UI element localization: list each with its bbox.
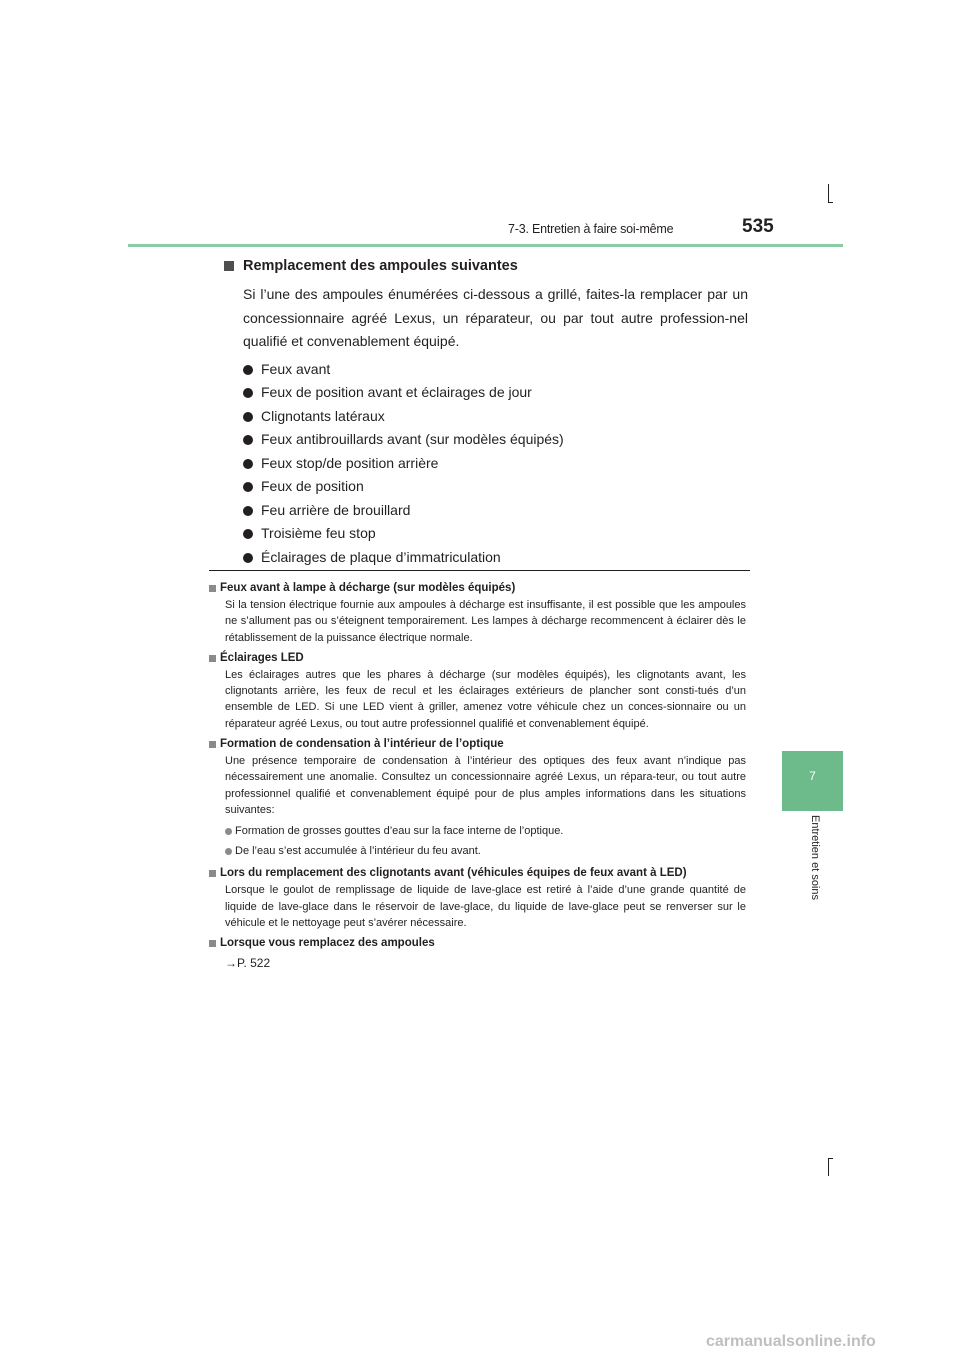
note-heading: Lors du remplacement des clignotants avant (véhicules équipes de feux avant à LED) xyxy=(209,865,746,882)
note-condensation xyxy=(209,736,746,861)
list-item: Feux avant xyxy=(243,358,748,382)
note-heading: Formation de condensation à l’intérieur de l’optique xyxy=(209,736,746,753)
square-bullet-icon xyxy=(209,870,216,877)
list-item: De l’eau s’est accumulée à l’intérieur du feu avant. xyxy=(225,841,746,861)
bullet-dot-icon xyxy=(243,506,253,516)
watermark: carmanualsonline.info xyxy=(706,1333,876,1350)
crop-mark-top xyxy=(828,184,829,202)
bullet-dot-icon xyxy=(243,388,253,398)
list-item: Formation de grosses gouttes d’eau sur la face interne de l’optique. xyxy=(225,821,746,841)
list-item: Troisième feu stop xyxy=(243,522,748,546)
bulb-list xyxy=(243,358,748,570)
list-item: Éclairages de plaque d’immatriculation xyxy=(243,546,748,570)
square-bullet-icon xyxy=(209,940,216,947)
bullet-dot-icon xyxy=(243,412,253,422)
bullet-dot-icon xyxy=(243,553,253,563)
list-item: Feu arrière de brouillard xyxy=(243,499,748,523)
main-section xyxy=(224,256,748,569)
crop-mark-bottom-foot xyxy=(828,1158,833,1159)
note-heading: Feux avant à lampe à décharge (sur modèles équipés) xyxy=(209,580,746,597)
square-bullet-icon xyxy=(209,585,216,592)
section-title: 7-3. Entretien à faire soi-même xyxy=(508,222,674,236)
crop-mark-top-foot xyxy=(828,202,833,203)
square-bullet-icon xyxy=(209,741,216,748)
list-item: Feux de position avant et éclairages de jour xyxy=(243,381,748,405)
list-item: Clignotants latéraux xyxy=(243,405,748,429)
note-replacing-bulbs xyxy=(209,935,746,973)
note-text: Les éclairages autres que les phares à décharge (sur modèles équipés), les clignotants avant, les clignotants arrière, les feux de recul et les éclairages extérieurs de plancher sont consti-tués d’un ensemble de LED. Si une LED vient à griller, amenez votre véhicule chez un conces-sionnaire ou un réparateur agréé Lexus, ou tout autre professionnel qualifié et convenablement équipé. xyxy=(225,668,746,730)
list-item: Feux stop/de position arrière xyxy=(243,452,748,476)
chapter-label: Entretien et soins xyxy=(809,815,821,900)
note-led-lights xyxy=(209,650,746,732)
bullet-dot-icon xyxy=(243,459,253,469)
note-hid-headlights xyxy=(209,580,746,646)
condensation-list xyxy=(225,821,746,861)
bullet-dot-icon xyxy=(225,828,232,835)
chapter-tab xyxy=(782,751,843,811)
bullet-dot-icon xyxy=(243,365,253,375)
bullet-dot-icon xyxy=(243,482,253,492)
crop-mark-bottom xyxy=(828,1158,829,1176)
chapter-number: 7 xyxy=(809,769,816,783)
notes-section xyxy=(209,580,746,977)
list-item: Feux antibrouillards avant (sur modèles équipés) xyxy=(243,428,748,452)
note-turn-signals xyxy=(209,865,746,931)
note-text: Si la tension électrique fournie aux ampoules à décharge est insuffisante, il est possible que les ampoules ne s’allument pas ou s’éteignent temporairement. Les lampes à décharge recommencent à éclairer dès le rétablissement de la puissance électrique normale. xyxy=(225,599,746,644)
section-heading xyxy=(224,256,748,276)
note-heading: Lorsque vous remplacez des ampoules xyxy=(209,935,746,952)
intro-paragraph: Si l’une des ampoules énumérées ci-dessous a grillé, faites-la remplacer par un concessionnaire agréé Lexus, un réparateur, ou par tout autre profession-nel qualifié et convenablement équipé. xyxy=(243,286,748,349)
page-reference-link[interactable]: →P. 522 xyxy=(225,956,271,971)
square-bullet-icon xyxy=(209,655,216,662)
note-text: Une présence temporaire de condensation à l’intérieur des optiques des feux avant n’indique pas nécessairement une anomalie. Consultez un concessionnaire agréé Lexus, un répara-teur, ou tout autre professionnel qualifié et convenablement équipé pour de plus amples informations dans les situations suivantes: xyxy=(225,755,746,816)
header-rule xyxy=(128,244,843,247)
square-bullet-icon xyxy=(224,261,234,271)
list-item: Feux de position xyxy=(243,475,748,499)
bullet-dot-icon xyxy=(225,848,232,855)
bullet-dot-icon xyxy=(243,529,253,539)
page-number: 535 xyxy=(742,216,774,237)
bullet-dot-icon xyxy=(243,435,253,445)
note-heading: Éclairages LED xyxy=(209,650,746,667)
section-heading-text: Remplacement des ampoules suivantes xyxy=(243,258,518,274)
note-text: Lorsque le goulot de remplissage de liquide de lave-glace est retiré à l’aide d’une grande quantité de liquide de lave-glace dans le réservoir de lave-glace, du liquide de lave-glace peut se renverser sur le véhicule et le nettoyage peut s’avérer nécessaire. xyxy=(225,884,746,929)
notes-divider xyxy=(209,570,750,571)
